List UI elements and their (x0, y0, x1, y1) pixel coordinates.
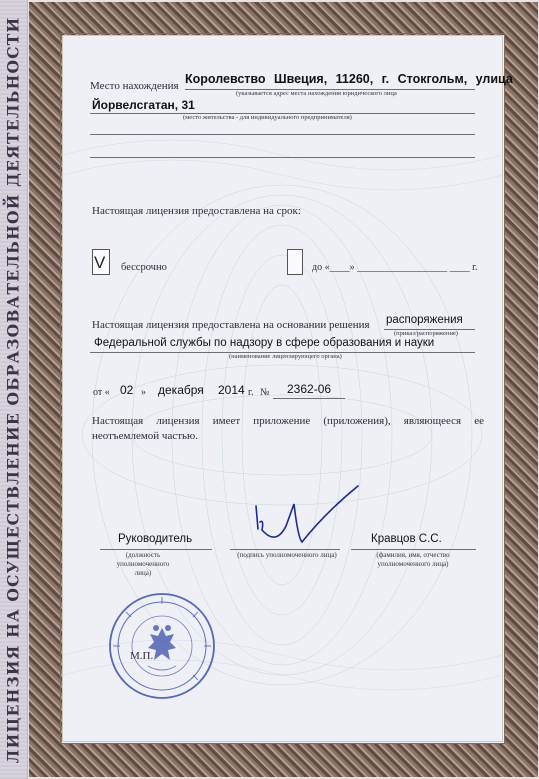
official-seal (108, 592, 216, 700)
basis-authority: Федеральной службы по надзору в сфере образования и науки (94, 337, 435, 349)
date-year: 2014 (218, 383, 245, 397)
date-no-label: № (260, 387, 270, 398)
signature-caption: (подпись уполномоченного лица) (237, 551, 337, 559)
basis-doc-type: распоряжения (386, 314, 463, 326)
position-line (100, 549, 212, 550)
date-month: декабря (158, 383, 204, 397)
signature-line (230, 549, 340, 550)
check-mark: V (94, 253, 106, 272)
date-number: 2362-06 (287, 382, 332, 396)
position-value: Руководитель (118, 533, 193, 545)
position-caption: (должность уполномоченного лица) (116, 551, 170, 577)
location-caption2: (место жительства - для индивидуального предпринимателя) (183, 114, 352, 121)
location-line3 (90, 134, 475, 135)
location-value-line1: Королевство Швеция, 11260, г. Стокгольм, улица (185, 72, 513, 86)
basis-authority-caption: (наименование лицензирующего органа) (229, 353, 342, 360)
location-line4 (90, 157, 475, 158)
indefinite-checkbox (92, 249, 110, 275)
signer-name: Кравцов С.С. (371, 533, 442, 545)
basis-intro: Настоящая лицензия предоставлена на основании решения (92, 319, 370, 331)
location-value-line2: Йорвелсгатан, 31 (92, 98, 195, 112)
until-checkbox (287, 249, 303, 275)
side-banner (0, 0, 28, 779)
date-prefix: от « (93, 387, 110, 398)
date-year-suffix: г. (248, 387, 254, 398)
basis-doc-caption: (приказ/распоряжение) (394, 330, 458, 337)
until-label: до «____» __________________ ____ г. (312, 262, 478, 273)
location-label: Место нахождения (90, 80, 179, 92)
side-title: ЛИЦЕНЗИЯ НА ОСУЩЕСТВЛЕНИЕ ОБРАЗОВАТЕЛЬНОЙ ДЕЯТЕЛЬНОСТИ (3, 16, 23, 764)
name-line (351, 549, 476, 550)
term-intro: Настоящая лицензия предоставлена на срок: (92, 205, 301, 217)
stamp-label: М.П. (130, 650, 154, 662)
appendix-text: Настоящая лицензия имеет приложение (приложения), являющееся ее неотъемлемой частью. (92, 415, 484, 442)
location-caption1: (указывается адрес места нахождения юридического лица (236, 90, 397, 97)
date-number-line (273, 398, 345, 399)
date-mid: » (141, 387, 146, 398)
name-caption: (фамилия, имя, отчество уполномоченного лица) (376, 551, 450, 568)
signature-mark (246, 474, 366, 554)
date-day: 02 (120, 383, 134, 397)
indefinite-label: бессрочно (121, 262, 167, 273)
